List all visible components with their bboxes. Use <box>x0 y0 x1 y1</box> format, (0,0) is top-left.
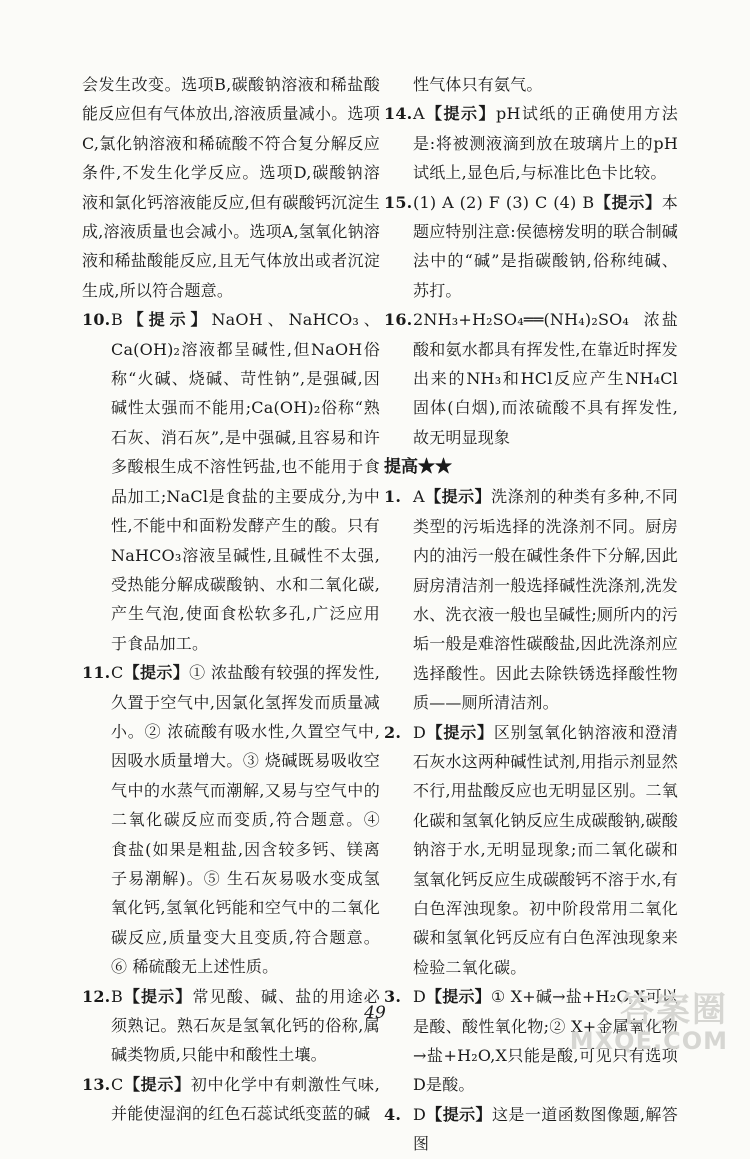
answer-choice: A <box>413 487 425 507</box>
answer-choice: B <box>111 986 123 1006</box>
question-number: 15. <box>384 192 413 212</box>
answer-choice: C <box>111 1074 124 1094</box>
answer-text: 这是一道函数图像题,解答图 <box>413 1104 678 1154</box>
answer-choice: D <box>413 1104 427 1124</box>
hint-label: 【提示】 <box>123 1074 191 1094</box>
hint-label: 【提示】 <box>122 986 193 1006</box>
answer-text: 常见酸、碱、盐的用途必须熟记。熟石灰是氢氧化钙的俗称,属碱类物质,只能中和酸性土壤。 <box>111 986 380 1065</box>
answer-choice: (1) A (2) F (3) C (4) B <box>413 192 595 212</box>
answer-text: 本题应特别注意:侯德榜发明的联合制碱法中的“碱”是指碳酸钠,俗称纯碱、苏打。 <box>413 192 678 300</box>
hint-label: 【提示】 <box>426 722 494 742</box>
question-number: 4. <box>384 1104 402 1124</box>
question-number: 13. <box>82 1074 111 1094</box>
answer-text: NaOH、NaHCO₃、Ca(OH)₂溶液都呈碱性,但NaOH俗称“火碱、烧碱、苛性钠”,是强碱,因碱性太强而不能用;Ca(OH)₂俗称“熟石灰、消石灰”,是中强碱,且容易和许多酸根生成不溶性钙盐,也不能用于食品加工;NaCl是食盐的主要成分,为中性,不能中和面粉发酵产生的酸。只有NaHCO₃溶液呈碱性,且碱性不太强,受热能分解成碳酸钠、水和二氧化碳,产生气泡,使面食松软多孔,广泛应用于食品加工。 <box>111 310 380 653</box>
question-number: 3. <box>384 987 402 1007</box>
question-number: 14. <box>384 104 413 124</box>
answer-choice: B <box>111 310 123 330</box>
watermark-logo-text: 答案圈 <box>620 990 728 1030</box>
answer-text: 初中化学中有刺激性气味,并能使湿润的红色石蕊试纸变蓝的碱 <box>111 1074 380 1124</box>
answer-text: 浓盐酸和氨水都具有挥发性,在靠近时挥发出来的NH₃和HCl反应产生NH₄Cl固体(白烟),而浓硫酸不具有挥发性,故无明显现象 <box>413 310 678 447</box>
answer-text: pH试纸的正确使用方法是:将被测液滴到放在玻璃片上的pH试纸上,显色后,与标准比色卡比较。 <box>413 104 678 183</box>
question-number: 16. <box>384 310 413 330</box>
answer-text: ① X+碱→盐+H₂O,X可以是酸、酸性氧化物;② X+金属氧化物→盐+H₂O,X只能是酸,可见只有选项D是酸。 <box>413 987 678 1095</box>
answer-11 <box>82 658 380 981</box>
answer-choice: A <box>413 104 425 124</box>
answer-9-continued <box>82 70 380 305</box>
answer-13-continued <box>384 70 678 99</box>
watermark-url: MXQE.COM <box>569 1027 728 1055</box>
answer-16 <box>384 305 678 452</box>
answer-choice: D <box>413 987 427 1007</box>
answer-text: ① 浓盐酸有较强的挥发性,久置于空气中,因氯化氢挥发而质量减小。② 浓硫酸有吸水性,久置空气中,因吸水质量增大。③ 烧碱既易吸收空气中的水蒸气而潮解,又易与空气中的二氧化碳反应而变质,符合题意。④ 食盐(如果是粗盐,因含较多钙、镁离子易潮解)。⑤ 生石灰易吸水变成氢氧化钙,氢氧化钙能和空气中的二氧化碳反应,质量变大且变质,符合题意。⑥ 稀硫酸无上述性质。 <box>111 663 380 977</box>
answer-15 <box>384 188 678 306</box>
page-number: 49 <box>364 1003 386 1023</box>
watermark <box>570 992 728 1054</box>
answer-p2 <box>384 718 678 983</box>
hint-label: 【提示】 <box>123 663 190 683</box>
answer-14 <box>384 99 678 187</box>
answer-choice: C <box>111 663 124 683</box>
answer-p4 <box>384 1100 678 1159</box>
hint-label: 【提示】 <box>424 104 496 124</box>
answer-text: 区别氢氧化钠溶液和澄清石灰水这两种碱性试剂,用指示剂显然不行,用盐酸反应也无明显区别。二氧化碳和氢氧化钠反应生成碳酸钠,碳酸钠溶于水,无明显现象;而二氧化碳和氢氧化钙反应生成碳酸钙不溶于水,有白色浑浊现象。初中阶段常用二氧化碳和氢氧化钙反应有白色浑浊现象来检验二氧化碳。 <box>413 722 678 977</box>
question-number: 1. <box>384 487 402 507</box>
section-heading: 提高★★ <box>384 457 452 478</box>
answer-text: 洗涤剂的种类有多种,不同类型的污垢选择的洗涤剂不同。厨房内的油污一般在碱性条件下分解,因此厨房清洁剂一般选择碱性洗涤剂,洗发水、洗衣液一般也呈碱性;厕所内的污垢一般是难溶性碳酸盐,因此洗涤剂应选择酸性。因此去除铁锈选择酸性物质——厕所清洁剂。 <box>413 487 678 713</box>
question-number: 11. <box>82 663 111 683</box>
answer-text: 会发生改变。选项B,碳酸钠溶液和稀盐酸能反应但有气体放出,溶液质量减小。选项C,氯化钠溶液和稀硫酸不符合复分解反应条件,不发生化学反应。选项D,碳酸钠溶液和氯化钙溶液能反应,但有碳酸钙沉淀生成,溶液质量也会减小。选项A,氢氧化钠溶液和稀盐酸能反应,且无气体放出或者沉淀生成,所以符合题意。 <box>82 75 380 300</box>
question-number: 12. <box>82 986 111 1006</box>
answer-12 <box>82 982 380 1070</box>
answer-p1 <box>384 482 678 717</box>
question-number: 10. <box>82 310 111 330</box>
hint-label: 【提示】 <box>122 310 212 330</box>
question-number: 2. <box>384 722 402 742</box>
answer-13 <box>82 1070 380 1129</box>
answer-10 <box>82 305 380 658</box>
hint-label: 【提示】 <box>426 1104 492 1124</box>
chemical-equation: 2NH₃+H₂SO₄══(NH₄)₂SO₄ <box>413 310 630 330</box>
answer-text: 性气体只有氨气。 <box>413 75 543 94</box>
hint-label: 【提示】 <box>424 487 492 507</box>
answer-choice: D <box>413 722 427 742</box>
hint-label: 【提示】 <box>594 192 662 212</box>
left-column <box>82 70 380 1129</box>
hint-label: 【提示】 <box>426 987 491 1007</box>
